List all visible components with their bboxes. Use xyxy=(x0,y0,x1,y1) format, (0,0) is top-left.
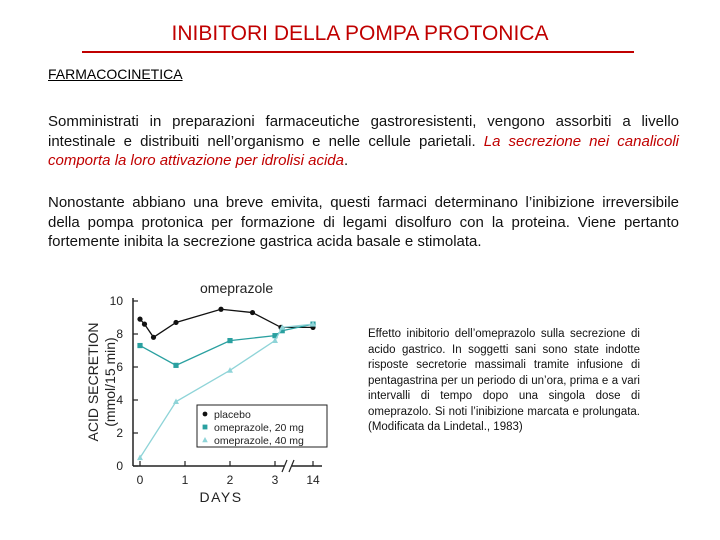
y-axis-label: ACID SECRETION(mmol/15 min) xyxy=(85,322,118,442)
data-point-placebo xyxy=(173,320,178,325)
data-point-omeprazole-20mg xyxy=(173,363,178,368)
legend-label: omeprazole, 40 mg xyxy=(214,435,304,447)
data-point-omeprazole-40mg xyxy=(173,398,179,404)
data-point-omeprazole-40mg xyxy=(227,367,233,373)
page-title: INIBITORI DELLA POMPA PROTONICA xyxy=(171,22,549,45)
y-tick-label: 4 xyxy=(116,393,123,407)
paragraph-1-end: . xyxy=(343,152,349,169)
data-point-omeprazole-20mg xyxy=(227,338,232,343)
x-tick-label: 3 xyxy=(271,473,279,487)
legend-marker xyxy=(203,412,208,417)
legend-marker xyxy=(203,425,208,430)
series-line-1 xyxy=(140,309,313,337)
data-point-placebo xyxy=(137,317,142,322)
legend-label: omeprazole, 20 mg xyxy=(214,422,304,434)
y-tick-label: 6 xyxy=(116,360,123,374)
legend-label: placebo xyxy=(214,409,251,421)
data-point-placebo xyxy=(151,335,156,340)
y-tick-label: 2 xyxy=(116,426,123,440)
y-tick-label: 8 xyxy=(116,327,123,341)
x-tick-label: 1 xyxy=(181,473,189,487)
data-point-placebo xyxy=(142,322,147,327)
x-tick-label: 14 xyxy=(306,473,320,487)
paragraph-1-text: Somministrati in preparazioni farmaceutiche gastroresistenti, vengono assorbiti a livello intestinale e distribuiti nell’organismo e nelle cellule parietali. xyxy=(48,113,679,150)
paragraph-2: Nonostante abbiano una breve emivita, questi farmaci determinano l’inibizione irreversibile della pompa protonica per formazione di legami disolfuro con la proteina. Viene pertanto fortemente inibita la secrezione gastrica acida basale e stimolata. xyxy=(48,194,679,250)
y-tick-label: 10 xyxy=(109,294,123,308)
chart-title: omeprazole xyxy=(200,280,274,296)
x-axis-label: DAYS xyxy=(199,489,243,505)
section-heading: FARMACOCINETICA xyxy=(48,66,183,82)
series-line-2 xyxy=(140,324,313,365)
data-point-placebo xyxy=(250,310,255,315)
chart-caption: Effetto inibitorio dell’omeprazolo sulla secrezione di acido gastrico. In soggetti sani sono state indotte risposte secretorie massimali tramite infusione di pentagastrina per un periodo di un’ora, prima e a vari intervalli di tempo dopo una singola dose di omeprazolo. Si noti l’inibizione marcata e prolungata. (Modificata da Lindetal., 1983) xyxy=(368,328,640,433)
x-tick-label: 0 xyxy=(136,473,144,487)
x-tick-label: 2 xyxy=(226,473,234,487)
data-point-placebo xyxy=(218,307,223,312)
y-tick-label: 0 xyxy=(116,459,123,473)
data-point-omeprazole-20mg xyxy=(137,343,142,348)
paragraph-1-italic: La secrezione nei canalicoli comporta la loro attivazione per idrolisi acida xyxy=(48,132,679,169)
